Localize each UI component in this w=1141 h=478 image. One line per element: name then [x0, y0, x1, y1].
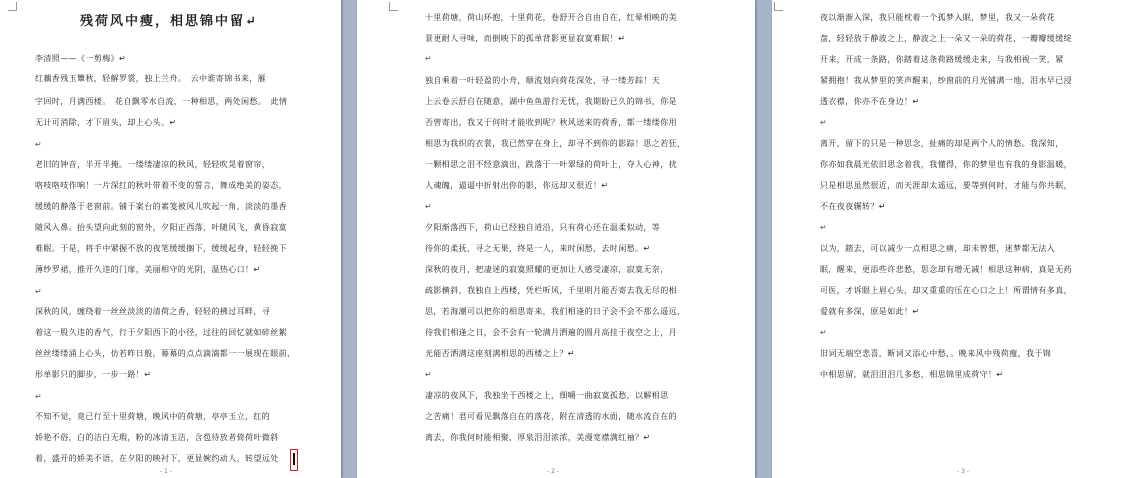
margin-corner-mark [389, 2, 398, 11]
text-line: 眠，醒来，更添些许悲愁，思念却有增无减！相思这种病，真是无药 [820, 265, 1072, 274]
margin-corner-mark [774, 2, 783, 11]
text-line: 缓缓的静落于老窗前。铺于案台的素笺被风儿吹起一角，淡淡的墨香 [35, 202, 287, 211]
text-line: 不知不觉，竟已行至十里荷塘，晚风中的荷塘，亭亭玉立，红的 [35, 412, 271, 421]
text-line: 李清照——《一剪梅》↵ [35, 54, 127, 63]
text-line: 待你的柔抚，寻之无果，终是一人，来时闲愁，去时闲愁。↵ [425, 244, 651, 253]
text-line: 咯吱咯吱作响！一片深红的秋叶带着不变的誓言，舞成绝美的姿态， [35, 181, 287, 190]
text-line: 思，若海潮可以把你的相思寄来，我们相逢的日子会不会不那么遥远， [425, 307, 686, 316]
text-line: 开来，开成一条路，你踏着这条荷路缓缓走来，与我相视一笑，紧 [820, 55, 1064, 64]
text-line: 凄凉的夜风下，我独坐于西楼之上，细嚼一曲寂寞孤愁，以解相思 [425, 391, 669, 400]
paragraph-mark: ↵ [820, 118, 828, 127]
text-line: 只是相思虽然很近，而天涯却太遥远，要等到何时，才能与你共眠， [820, 181, 1072, 190]
text-line: 离开，留下的只是一种思念，扯痛的却是两个人的情愁。我深知， [820, 139, 1064, 148]
text-line: 随风入鼻。抬头望向此刻的窗外，夕阳正西落，叶随风飞，黄昏寂寞 [35, 223, 287, 232]
text-line: 你亦如我晨光依旧思念着我，我懂得，你的梦里也有我的身影温暖， [820, 160, 1072, 169]
paragraph-mark: ↵ [35, 392, 43, 401]
text-line: 盘，轻轻放于静波之上，静波之上一朵又一朵的荷花，一瓣瓣缓缓绽 [820, 34, 1072, 43]
document-page-1[interactable] [0, 0, 341, 478]
paragraph-mark: ↵ [425, 202, 433, 211]
text-line: 不在夜夜辗转？↵ [820, 202, 886, 211]
text-line: 紧拥抱！我从梦里的笑声醒来，纱窗前的月光铺满一地，泪水早已浸 [820, 76, 1072, 85]
document-page-2[interactable] [357, 0, 755, 478]
text-cursor-highlight [290, 449, 298, 471]
text-line: 相思为我织的衣裳，我已然穿在身上，却寻不到你的影踪！思之若狂， [425, 139, 686, 148]
text-line: 以为，踏去，可以减少一点相思之痛，却未曾想，迷梦都无法入 [820, 244, 1056, 253]
text-line: 爱就有多深，原是如此！↵ [820, 307, 920, 316]
text-line: 景更耐人寻味，而倒映下的孤单背影更显寂寞难眠！↵ [425, 34, 626, 43]
text-line: 难眠。于是，将手中紧握不放的夜笔缓缓搁下，缓缓起身，轻轻挽下 [35, 244, 287, 253]
document-page-3[interactable] [772, 0, 1141, 478]
text-line: 丝丝缕缕涌上心头，仿若昨日般，幕幕的点点滴滴都一一展现在眼前， [35, 349, 296, 358]
text-line: 离去，你我何时能相聚，厚泉泪泪浓浓，美漫宽襟满红袖？↵ [425, 433, 651, 442]
text-line: 薄纱罗裙，推开久违的门扉，美丽相守的光阴，温热心口！↵ [35, 265, 261, 274]
text-line: 一颗相思之泪不经意滴出，跌落于一叶翠绿的荷叶上，夺人心神，扰 [425, 160, 677, 169]
paragraph-mark: ↵ [820, 223, 828, 232]
paragraph-mark: ↵ [425, 54, 433, 63]
text-line: 字回时，月满西楼。 花自飘零水自流，一种相思，两处闲愁。 此情 [35, 97, 288, 106]
text-line: 疏影横斜，我独自上西楼，凭栏听风，千里明月能否寄去我无尽的相 [425, 286, 677, 295]
text-line: 可医，才诉眼上眉心头，却又重重的压在心口之上！所谓情有多真， [820, 286, 1072, 295]
text-line: 深秋的风，缠绕着一丝丝淡淡的清荷之香，轻轻的拂过耳畔，寻 [35, 307, 271, 316]
text-line: 夜以渐渐入深，我只能枕着一个孤梦入眠，梦里，我又一朵荷花 [820, 13, 1056, 22]
paragraph-mark: ↵ [820, 328, 828, 337]
text-line: 着这一股久违的香气，行于夕阳西下的小径，过往的回忆就如碎丝絮 [35, 328, 287, 337]
paragraph-mark: ↵ [35, 287, 43, 296]
text-line: 之苦痛！君可看见飘落自在的落花，附在清透的水面，随水流自在的 [425, 412, 677, 421]
page-number: - 1 - [160, 468, 172, 475]
text-line: 透衣襟，你亦不在身边！↵ [820, 97, 920, 106]
margin-corner-mark [8, 2, 17, 11]
text-line: 人魂魄，逼逼中折射出你的影，你远却又很近！↵ [425, 181, 609, 190]
text-line: 老旧的钟音，半开半掩。一缕缕凄凉的秋风，轻轻吹晃着窗帘， [35, 160, 271, 169]
text-line: 中相思留，就泪泪泪几多愁，相思锦里成荷守！↵ [820, 370, 1004, 379]
text-line: 独自乘着一叶轻盈的小舟，顺流划向荷花深处，寻一缕芳踪！天 [425, 76, 661, 85]
text-line: 上云卷云舒自在随意，湖中鱼鱼游行无忧，我期盼已久的锦书，你是 [425, 97, 677, 106]
text-line: 否曾寄出，我又于何时才能收到呢？秋风送来的荷香，都一缕缕你用 [425, 118, 677, 127]
document-title: 残荷风中瘦，相思锦中留↵ [80, 14, 258, 29]
text-line: 深秋的夜月，把凄迷的寂寞照耀的更加让人感受凄凉，寂寞无奈， [425, 265, 669, 274]
page-number: - 3 - [957, 468, 969, 475]
text-line: 夕阳渐落西下，荷山已经独自逍沿，只有荷心还在温柔似动，等 [425, 223, 661, 232]
paragraph-mark: ↵ [425, 370, 433, 379]
text-line: 光能否洒满这座刻满相思的西楼之上？↵ [425, 349, 575, 358]
text-line: 旧词无端空悲喜，断词又添心中愁，。晚来风中残荷瘦，我于锦 [820, 349, 1052, 358]
text-line: 形单影只的脚步，一步一路！↵ [35, 370, 152, 379]
text-line: 十里荷塘，荷山环抱，十里荷花，卷舒开合自由自在，红晕相映的美 [425, 13, 677, 22]
text-line: 无计可消除，才下眉头，却上心头。↵ [35, 118, 177, 127]
paragraph-mark: ↵ [35, 140, 43, 149]
text-line: 着，盛开的娇美不语，在夕阳的映衬下，更显婉约动人，转望远处 [35, 454, 279, 463]
text-line: 娇艳不俗，白的洁白无瑕，粉的冰清玉洁，含苞待放者倚荷叶微斜 [35, 433, 279, 442]
text-line: 红藕香残玉簟秋，轻解罗裳，独上兰舟。 云中谁寄锦书来，雁 [35, 74, 267, 83]
page-number: - 2 - [547, 468, 559, 475]
text-line: 待我们相逢之日，会不会有一轮满月洒遍的圆月高挂于夜空之上，月 [425, 328, 677, 337]
